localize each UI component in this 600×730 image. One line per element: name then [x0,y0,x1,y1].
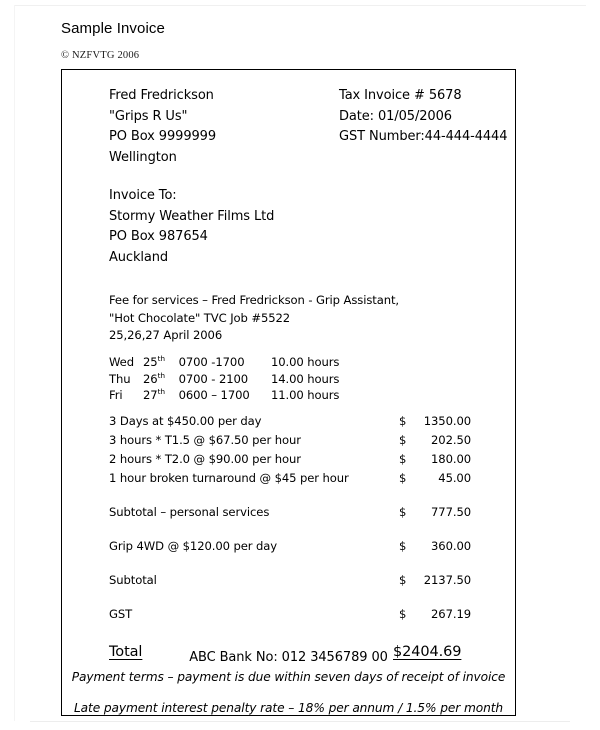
hours-date [143,387,175,404]
spacer-row [109,624,499,639]
hours-quantity: 10.00 hours [271,355,340,369]
table-row [109,354,339,371]
currency-symbol: $ [399,414,407,428]
spacer-cell [387,590,499,605]
amount-number: 180.00 [431,452,471,466]
line-item-description: 3 Days at $450.00 per day [109,414,262,428]
hours-date-ordinal: th [157,387,165,397]
line-item-description: 1 hour broken turnaround @ $45 per hour [109,471,349,485]
service-description-line-2: "Hot Chocolate" TVC Job #5522 [109,310,291,325]
tax-invoice-number: Tax Invoice # 5678 [339,88,462,103]
line-item-amount [387,431,499,450]
amount-value [399,571,475,590]
table-row [109,469,499,488]
spacer-cell [109,624,387,639]
charges-table-body [109,412,499,662]
currency-symbol: $ [399,573,407,587]
gst-amount [387,605,499,624]
currency-symbol: $ [399,607,407,621]
table-row [109,571,499,590]
hours-table [109,354,339,404]
bill-to-block [109,186,274,268]
service-description-block [109,292,399,345]
spacer-row [109,590,499,605]
table-row [109,605,499,624]
charges-table [109,412,499,662]
table-row [109,537,499,556]
page-title: Sample Invoice [61,20,165,37]
subtotal-personal-amount [387,503,499,522]
table-row [109,387,339,404]
copyright-notice: © NZFVTG 2006 [61,50,140,61]
bill-to-label: Invoice To: [109,188,177,203]
amount-value [399,431,475,450]
hours-date [143,371,175,388]
page-rule-bottom [30,721,570,722]
amount-value [399,605,475,624]
gst-number: GST Number:44-444-4444 [339,129,508,144]
spacer-cell [387,624,499,639]
spacer-cell [109,488,387,503]
invoice-date: Date: 01/05/2006 [339,108,452,124]
bill-to-company: Stormy Weather Films Ltd [109,208,275,224]
hours-quantity: 11.00 hours [271,388,340,402]
currency-symbol: $ [399,471,407,485]
service-description-line-1: Fee for services – Fred Fredrickson - Grip Assistant, [109,293,400,307]
invoice-footer [62,648,515,718]
hours-day: Fri [109,388,123,402]
late-payment-penalty-line: Late payment interest penalty rate – 18% per annum / 1.5% per month [73,701,503,715]
currency-symbol: $ [399,433,407,447]
sender-address-block [109,86,216,168]
page-rule-top [14,5,586,6]
equipment-label: Grip 4WD @ $120.00 per day [109,539,278,553]
page-rule-left [14,5,15,721]
spacer-cell [109,590,387,605]
amount-value [399,412,475,431]
hours-time: 0700 -1700 [175,355,245,369]
bill-to-po-box: PO Box 987654 [109,229,208,244]
hours-date-ordinal: th [157,370,165,380]
spacer-cell [387,488,499,503]
currency-symbol: $ [399,539,407,553]
hours-quantity: 14.00 hours [271,371,340,386]
hours-time: 0600 – 1700 [175,388,250,402]
total-amount-text: $2404.69 [393,644,462,660]
sender-company: "Grips R Us" [109,108,188,124]
table-row [109,503,499,522]
bank-account-line: ABC Bank No: 012 3456789 00 [189,650,388,665]
spacer-row [109,522,499,537]
subtotal-label: Subtotal [109,573,157,587]
amount-number: 777.50 [431,505,471,519]
hours-day: Thu [109,371,131,386]
spacer-cell [387,556,499,571]
total-label-text: Total [109,644,143,660]
line-item-amount [387,412,499,431]
hours-table-body [109,354,339,404]
invoice-frame [61,69,516,716]
amount-value [399,469,475,488]
hours-date-number: 26 [143,371,158,386]
hours-date-number: 25 [143,355,158,369]
sender-name: Fred Fredrickson [109,88,214,103]
invoice-meta-block [339,86,507,148]
amount-value [399,450,475,469]
line-item-amount [387,469,499,488]
subtotal-amount [387,571,499,590]
spacer-row [109,488,499,503]
spacer-cell [387,522,499,537]
amount-number: 360.00 [431,539,471,553]
table-row [109,431,499,450]
amount-number: 1350.00 [423,414,471,428]
hours-time: 0700 - 2100 [175,371,249,386]
amount-number: 267.19 [431,607,471,621]
hours-date [143,354,175,371]
sender-po-box: PO Box 9999999 [109,129,216,144]
currency-symbol: $ [399,505,407,519]
amount-value [399,503,475,522]
amount-number: 202.50 [431,433,471,447]
subtotal-personal-label: Subtotal – personal services [109,505,270,519]
hours-day: Wed [109,355,134,369]
spacer-cell [109,556,387,571]
table-row [109,450,499,469]
table-row [109,371,339,388]
service-description-line-3: 25,26,27 April 2006 [109,328,223,342]
line-item-amount [387,450,499,469]
table-row [109,412,499,431]
amount-value [399,537,475,556]
amount-number: 45.00 [438,471,471,485]
line-item-description: 2 hours * T2.0 @ $90.00 per hour [109,452,301,466]
spacer-cell [109,522,387,537]
bill-to-city: Auckland [109,249,169,265]
line-item-description: 3 hours * T1.5 @ $67.50 per hour [109,433,301,447]
payment-terms-line: Payment terms – payment is due within seven days of receipt of invoice [71,670,506,684]
hours-date-ordinal: th [157,354,165,364]
gst-label: GST [109,607,133,621]
sender-city: Wellington [109,149,177,165]
hours-date-number: 27 [143,388,158,402]
equipment-amount [387,537,499,556]
amount-number: 2137.50 [423,573,471,587]
spacer-row [109,556,499,571]
currency-symbol: $ [399,452,407,466]
